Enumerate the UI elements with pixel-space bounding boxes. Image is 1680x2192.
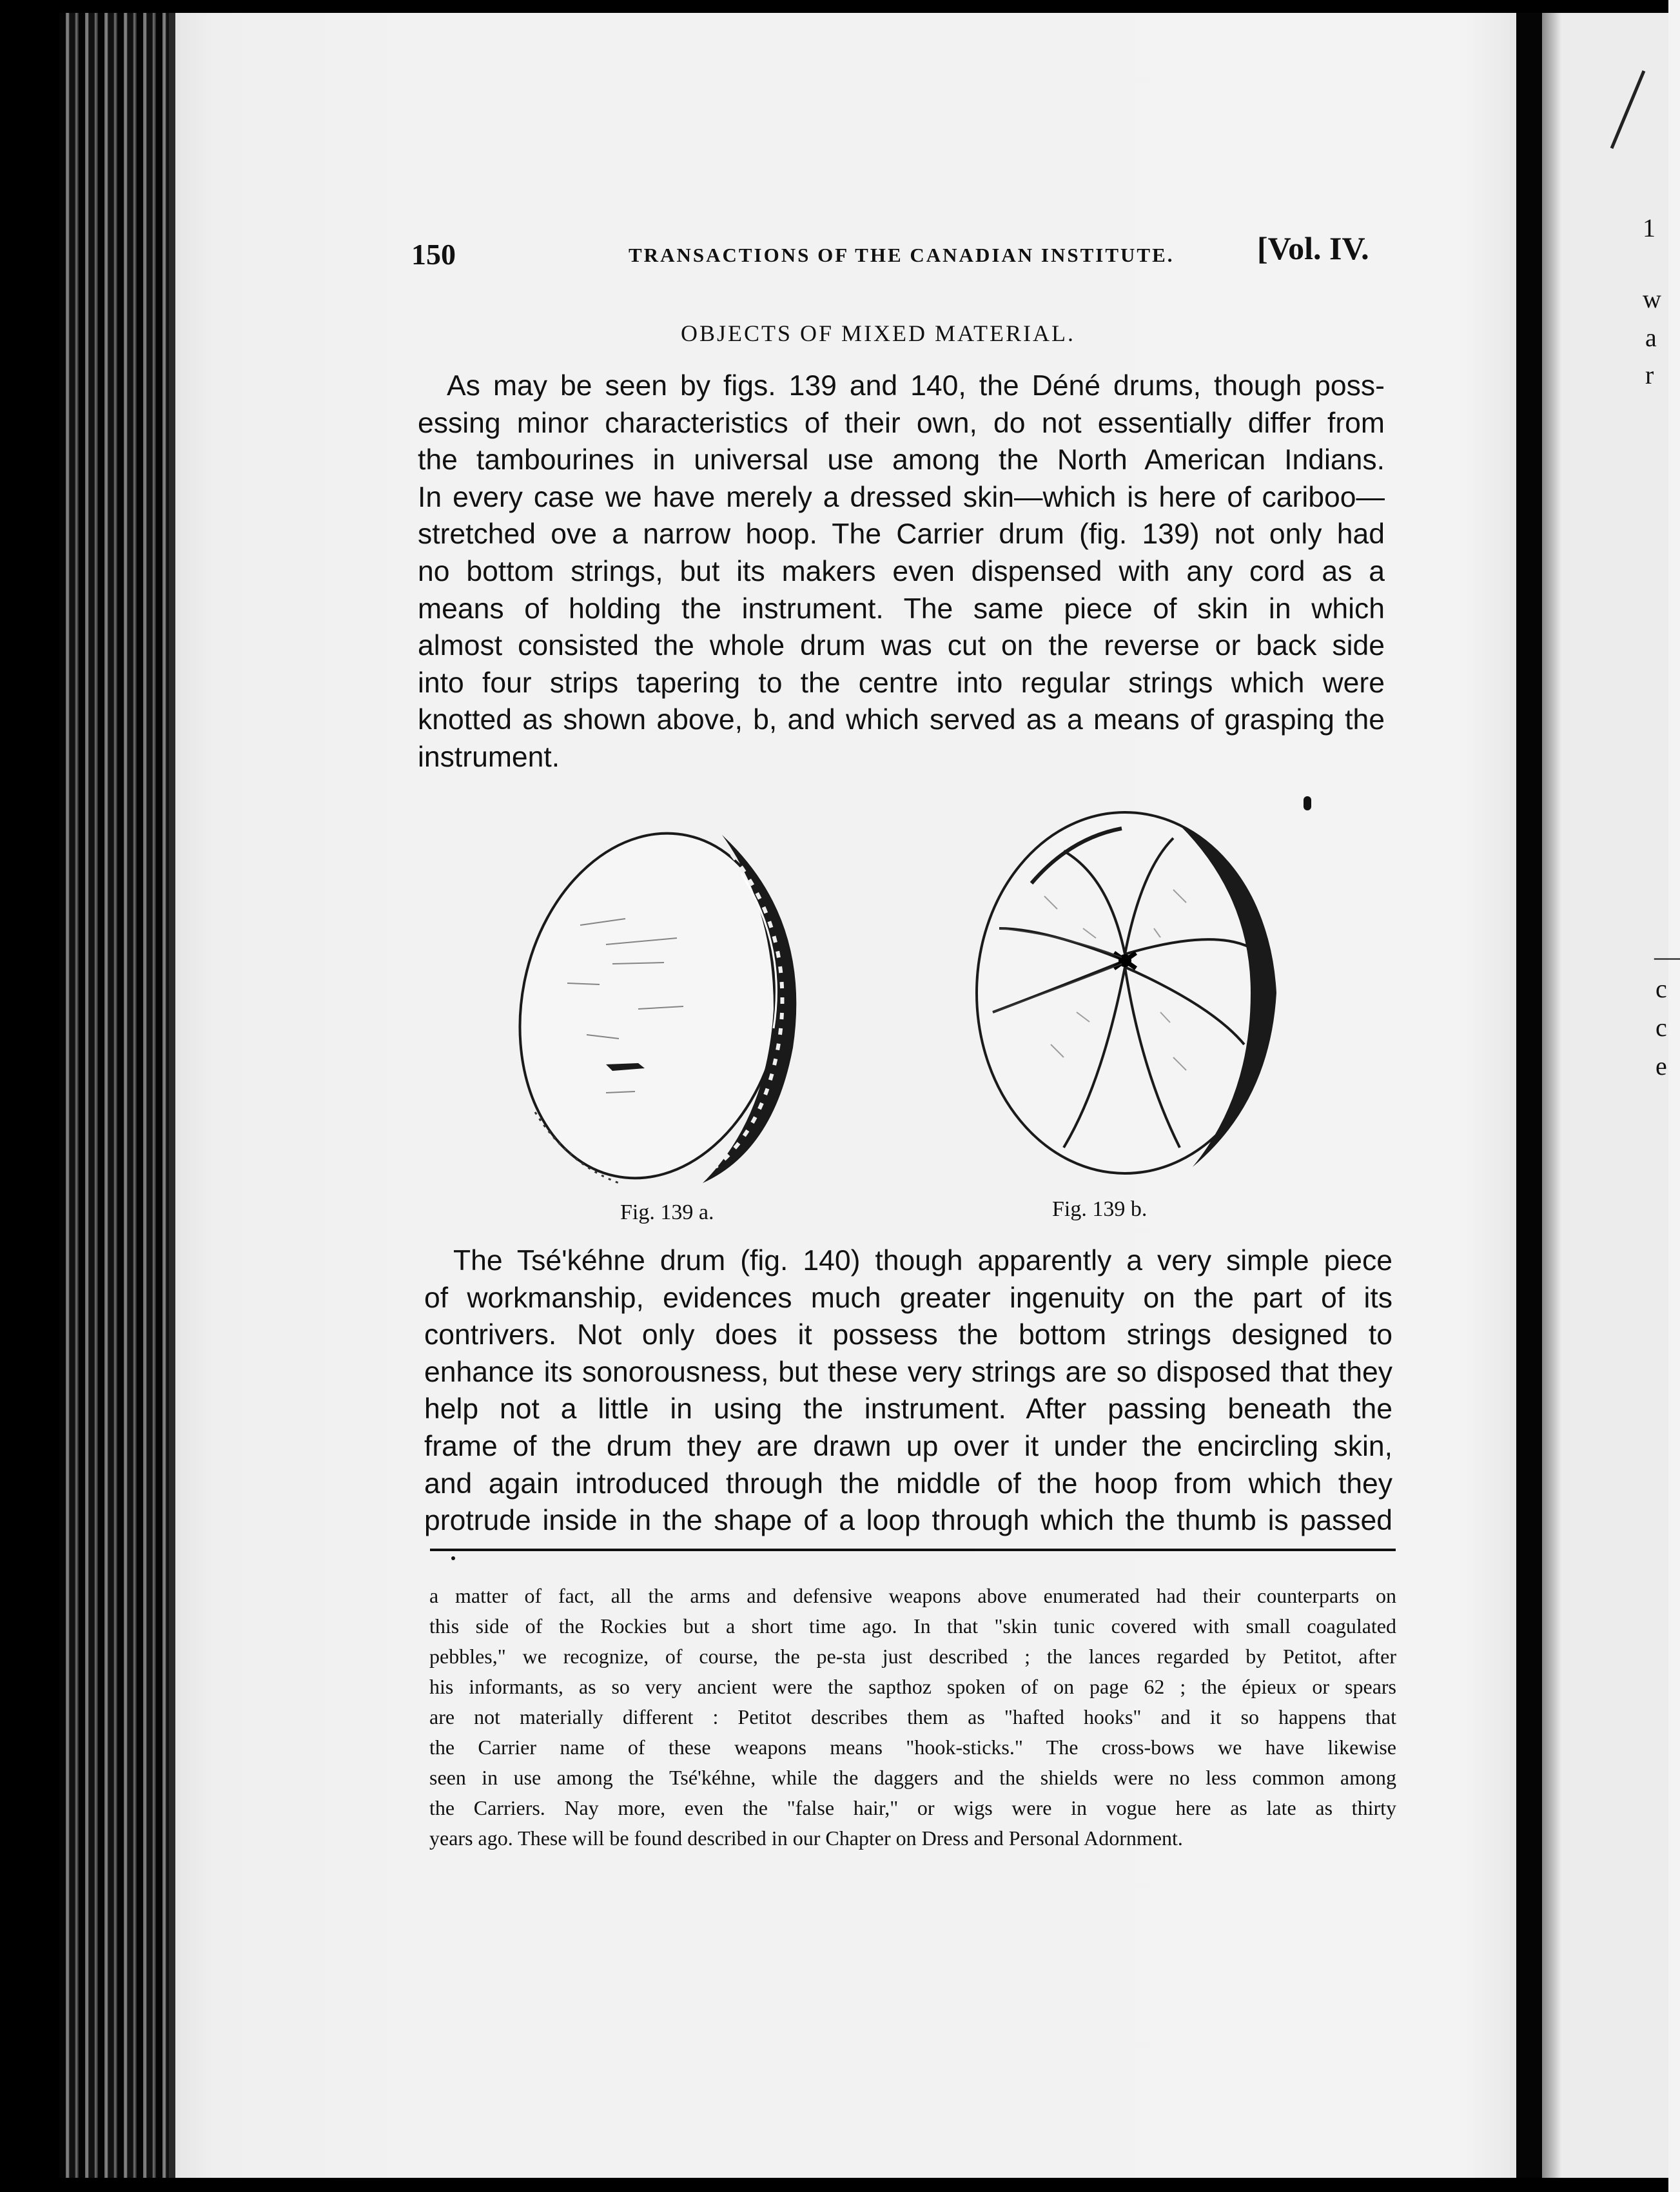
facing-page-glyph: — (1654, 942, 1680, 971)
text-line: help not a little in using the instrument. After passing beneath the (424, 1393, 1392, 1425)
footnote-line: seen in use among the Tsé'kéhne, while the daggers and the shields were no less common among (429, 1766, 1396, 1789)
running-title: TRANSACTIONS OF THE CANADIAN INSTITUTE. (629, 244, 1175, 266)
facing-page-glyph: w (1643, 284, 1661, 313)
figure-caption-139b: Fig. 139 b. (1052, 1197, 1148, 1221)
footnote-line: are not materially different : Petitot describes them as "hafted hooks" and it so happens that (429, 1705, 1396, 1728)
facing-page-glyph: e (1656, 1052, 1667, 1081)
text-line: knotted as shown above, b, and which served as a means of grasping the (418, 704, 1385, 736)
text-line: no bottom strings, but its makers even dispensed with any cord as a (418, 555, 1385, 587)
text-line: protrude inside in the shape of a loop through which the thumb is passed (424, 1505, 1392, 1537)
text-line: stretched ove a narrow hoop. The Carrier drum (fig. 139) not only had (418, 518, 1385, 551)
page-number: 150 (411, 238, 456, 271)
facing-page-glyph: 1 (1643, 213, 1656, 242)
text-line: and again introduced through the middle of the hoop from which they (424, 1467, 1392, 1500)
page-gutter (1516, 0, 1542, 2192)
text-line: instrument. (418, 741, 560, 773)
text-line: As may be seen by figs. 139 and 140, the Déné drums, though poss- (447, 370, 1385, 402)
scan-border-bottom (0, 2178, 1668, 2192)
footnote-rule (430, 1549, 1396, 1551)
ink-speck (1304, 796, 1311, 810)
footnote (429, 1581, 1396, 1854)
facing-page-glyph: c (1656, 974, 1667, 1003)
text-line: almost consisted the whole drum was cut on the reverse or back side (418, 630, 1385, 662)
figure-139a-drum-front (509, 816, 832, 1196)
footnote-line: his informants, as so very ancient were the sapthoz spoken of on page 62 ; the épieux or spears (429, 1675, 1396, 1698)
footnote-line: the Carriers. Nay more, even the "false hair," or wigs were in vogue here as late as thirty (429, 1796, 1396, 1819)
facing-page-glyph: c (1656, 1013, 1667, 1042)
scan-border-left (0, 0, 59, 2192)
text-line: In every case we have merely a dressed skin—which is here of cariboo— (418, 481, 1385, 513)
figure-139b-drum-back (967, 799, 1296, 1186)
text-line: contrivers. Not only does it possess the bottom strings designed to (424, 1319, 1392, 1351)
footnote-line: the Carrier name of these weapons means "hook-sticks." The cross-bows we have likewise (429, 1736, 1396, 1759)
section-heading: OBJECTS OF MIXED MATERIAL. (681, 320, 1076, 346)
paragraph-1 (418, 367, 1385, 776)
ink-speck (451, 1556, 455, 1560)
footnote-line: this side of the Rockies but a short time ago. In that "skin tunic covered with small coagulated (429, 1614, 1396, 1638)
scan-border-top (0, 0, 1668, 13)
text-line: The Tsé'kéhne drum (fig. 140) though apparently a very simple piece (453, 1245, 1392, 1277)
text-line: the tambourines in universal use among the North American Indians. (418, 444, 1385, 476)
figure-caption-139a: Fig. 139 a. (620, 1200, 714, 1224)
book-spine (59, 0, 174, 2192)
text-line: means of holding the instrument. The same piece of skin in which (418, 592, 1385, 625)
footnote-line: pebbles," we recognize, of course, the pe-sta just described ; the lances regarded by Petitot, after (429, 1645, 1396, 1668)
facing-page-glyph: a (1645, 323, 1657, 352)
volume-label: [Vol. IV. (1257, 230, 1369, 266)
footnote-line: a matter of fact, all the arms and defensive weapons above enumerated had their counterparts on (429, 1584, 1396, 1607)
text-line: essing minor characteristics of their own, do not essentially differ from (418, 407, 1385, 439)
facing-page-mark (1599, 64, 1650, 155)
text-line: enhance its sonorousness, but these very strings are so disposed that they (424, 1356, 1392, 1388)
footnote-line: years ago. These will be found described in our Chapter on Dress and Personal Adornment. (429, 1826, 1183, 1850)
text-line: of workmanship, evidences much greater ingenuity on the part of its (424, 1282, 1392, 1314)
facing-page-glyph: r (1645, 360, 1654, 389)
facing-page-shadow (1542, 0, 1561, 2192)
text-line: into four strips tapering to the centre into regular strings which were (418, 667, 1385, 699)
text-line: frame of the drum they are drawn up over it under the encircling skin, (424, 1430, 1392, 1462)
spine-edge (169, 0, 175, 2192)
paragraph-2 (424, 1242, 1392, 1540)
